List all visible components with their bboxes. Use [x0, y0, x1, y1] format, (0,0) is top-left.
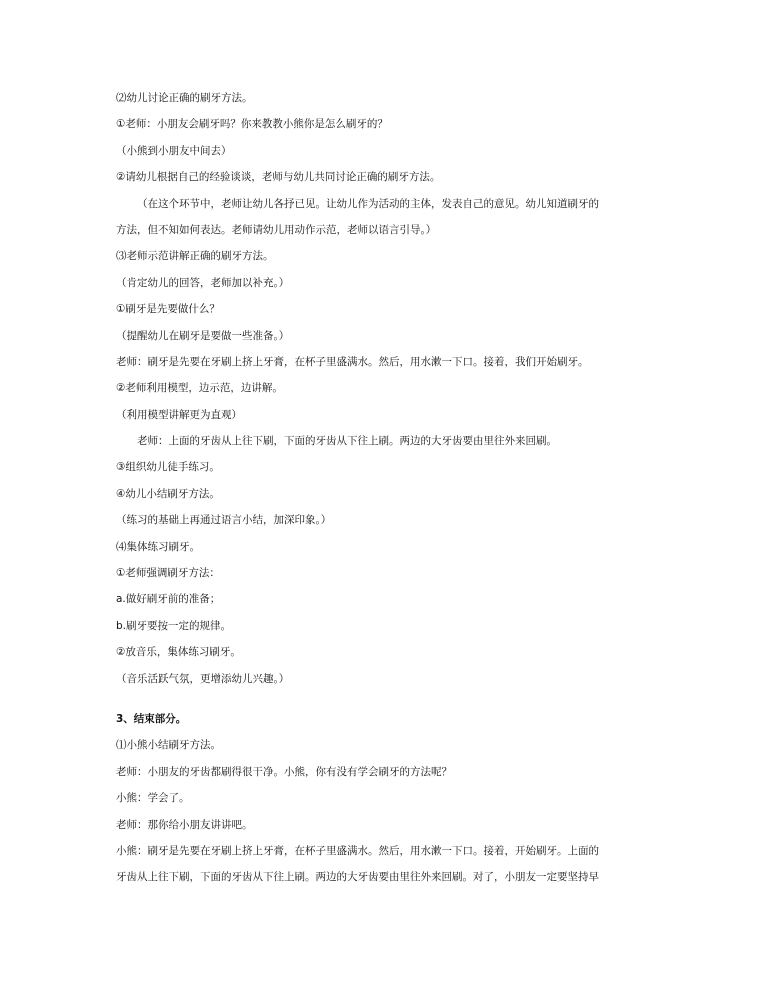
paragraph: 方法，但不知如何表达。老师请幼儿用动作示范，老师以语言引导。）: [116, 223, 437, 236]
paragraph: （提醒幼儿在刷牙是要做一些准备。）: [116, 329, 290, 342]
paragraph: （利用模型讲解更为直观）: [116, 408, 242, 421]
section-heading-summary: ⑴小熊小结刷牙方法。: [116, 739, 221, 752]
paragraph: （音乐活跃气氛，更增添幼儿兴趣。）: [116, 672, 290, 685]
paragraph: 牙齿从上往下刷，下面的牙齿从下往上刷。两边的大牙齿要由里往外来回刷。对了，小朋友一定要坚持早: [116, 871, 599, 884]
paragraph: ②放音乐，集体练习刷牙。: [116, 646, 241, 659]
section-heading-discussion: ⑵幼儿讨论正确的刷牙方法。: [116, 92, 253, 104]
paragraph: ②请幼儿根据自己的经验谈谈，老师与幼儿共同讨论正确的刷牙方法。: [116, 171, 441, 184]
section-spacer: [116, 697, 656, 711]
paragraph: ④幼儿小结刷牙方法。: [116, 487, 220, 500]
paragraph: 小熊：刷牙是先要在牙刷上挤上牙膏，在杯子里盛满水。然后，用水漱一下口。接着，开始刷牙。上面的: [116, 844, 599, 857]
document-body: [116, 90, 656, 896]
paragraph: 老师：小朋友的牙齿都刷得很干净。小熊，你有没有学会刷牙的方法呢？: [116, 765, 452, 778]
paragraph: （在这个环节中，老师让幼儿各抒已见。让幼儿作为活动的主体，发表自己的意见。幼儿知道刷牙的: [137, 197, 599, 210]
paragraph: 小熊：学会了。: [116, 792, 190, 805]
list-item: a.做好刷牙前的准备；: [116, 593, 221, 606]
section-heading-group-practice: ⑷集体练习刷牙。: [116, 540, 200, 553]
paragraph: 老师：上面的牙齿从上往下刷，下面的牙齿从下往上刷。两边的大牙齿要由里往外来回刷。: [137, 435, 557, 448]
paragraph: ①刷牙是先要做什么？: [116, 303, 220, 316]
paragraph: （练习的基础上再通过语言小结，加深印象。）: [116, 514, 332, 527]
paragraph: ③组织幼儿徒手练习。: [116, 461, 220, 474]
list-item: b.刷牙要按一定的规律。: [116, 619, 232, 632]
paragraph: ②老师利用模型，边示范，边讲解。: [116, 382, 283, 395]
section-heading-demonstration: ⑶老师示范讲解正确的刷牙方法。: [116, 250, 274, 263]
paragraph: 老师：那你给小朋友讲讲吧。: [116, 818, 253, 831]
paragraph: （小熊到小朋友中间去）: [116, 144, 232, 157]
paragraph: 老师：刷牙是先要在牙刷上挤上牙膏，在杯子里盛满水。然后，用水漱一下口。接着，我们开始刷牙。: [116, 355, 589, 368]
section-heading-conclusion: 3、结束部分。: [116, 712, 187, 725]
paragraph: （肯定幼儿的回答，老师加以补充。）: [116, 276, 290, 289]
paragraph: ①老师强调刷牙方法：: [116, 567, 220, 580]
paragraph: ①老师：小朋友会刷牙吗？你来教教小熊你是怎么刷牙的？: [116, 118, 388, 131]
